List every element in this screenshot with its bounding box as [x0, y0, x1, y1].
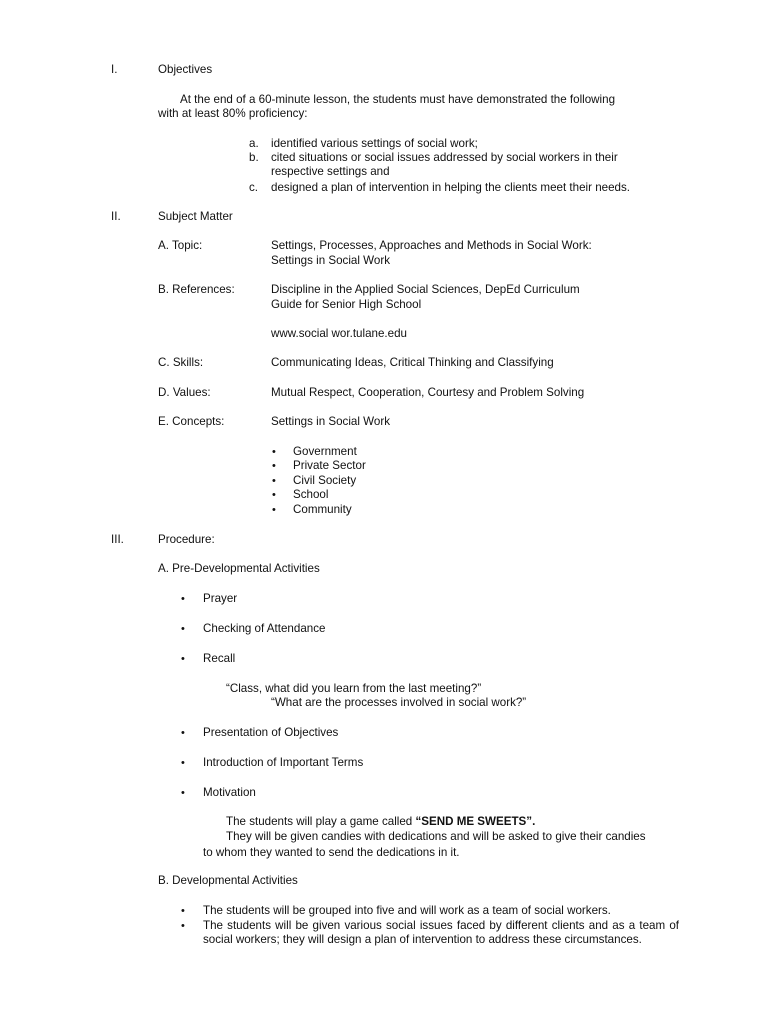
section-heading-objectives: Objectives [158, 63, 213, 76]
motivation-text [226, 815, 535, 829]
references-value-cont: Guide for Senior High School [271, 298, 422, 311]
recall-question-2: “What are the processes involved in social work?” [271, 696, 527, 709]
section-numeral: III. [111, 533, 124, 546]
pre-developmental-heading: A. Pre-Developmental Activities [158, 562, 320, 575]
topic-value-cont: Settings in Social Work [271, 254, 390, 267]
list-letter: b. [249, 151, 259, 164]
bullet-icon: • [181, 653, 185, 665]
topic-label: A. Topic: [158, 239, 203, 252]
bullet-icon: • [181, 787, 185, 799]
bullet-icon: • [181, 905, 185, 917]
references-value: Discipline in the Applied Social Sciences, DepEd Curriculum [271, 283, 580, 296]
values-label: D. Values: [158, 386, 211, 399]
concept-bullet: Community [293, 503, 352, 516]
bullet-icon: • [272, 446, 276, 458]
bullet-icon: • [181, 623, 185, 635]
objective-item: designed a plan of intervention in helping the clients meet their needs. [271, 181, 630, 194]
objectives-intro: At the end of a 60-minute lesson, the students must have demonstrated the following [180, 93, 616, 106]
section-heading-procedure: Procedure: [158, 533, 215, 546]
objective-item: identified various settings of social work; [271, 137, 478, 150]
objective-item: cited situations or social issues addressed by social workers in their [271, 151, 618, 164]
bullet-icon: • [181, 727, 185, 739]
motivation-text-cont: They will be given candies with dedications and will be asked to give their candies [226, 830, 646, 843]
activity-prayer: Prayer [203, 592, 238, 605]
references-label: B. References: [158, 283, 235, 296]
dev-activity: The students will be grouped into five and will work as a team of social workers. [203, 904, 611, 917]
activity-attendance: Checking of Attendance [203, 622, 326, 635]
bullet-icon: • [272, 475, 276, 487]
activity-motivation: Motivation [203, 786, 256, 799]
bullet-icon: • [272, 504, 276, 516]
concepts-label: E. Concepts: [158, 415, 225, 428]
section-numeral: II. [111, 210, 121, 223]
values-value: Mutual Respect, Cooperation, Courtesy and Problem Solving [271, 386, 585, 399]
topic-value: Settings, Processes, Approaches and Methods in Social Work: [271, 239, 592, 252]
bullet-icon: • [272, 460, 276, 472]
game-name: “SEND ME SWEETS”. [415, 815, 536, 828]
list-letter: a. [249, 137, 259, 150]
motivation-text-cont: to whom they wanted to send the dedications in it. [203, 846, 460, 859]
concepts-value: Settings in Social Work [271, 415, 390, 428]
references-url: www.social wor.tulane.edu [271, 327, 407, 340]
objective-item-cont: respective settings and [271, 165, 390, 178]
section-heading-subject-matter: Subject Matter [158, 210, 233, 223]
concept-bullet: Private Sector [293, 459, 366, 472]
bullet-icon: • [181, 757, 185, 769]
concept-bullet: Civil Society [293, 474, 357, 487]
skills-value: Communicating Ideas, Critical Thinking and Classifying [271, 356, 554, 369]
list-letter: c. [249, 181, 259, 194]
bullet-icon: • [181, 920, 185, 932]
objectives-intro-cont: with at least 80% proficiency: [158, 107, 308, 120]
concept-bullet: School [293, 488, 329, 501]
concept-bullet: Government [293, 445, 357, 458]
activity-recall: Recall [203, 652, 236, 665]
motivation-text-start: The students will play a game called [226, 815, 416, 828]
skills-label: C. Skills: [158, 356, 204, 369]
bullet-icon: • [272, 489, 276, 501]
developmental-heading: B. Developmental Activities [158, 874, 298, 887]
dev-activity: The students will be given various social issues faced by different clients and as a team of social workers; they will design a plan of intervention to address these circumstances. [203, 919, 679, 946]
bullet-icon: • [181, 593, 185, 605]
activity-presentation: Presentation of Objectives [203, 726, 339, 739]
section-numeral: I. [111, 63, 118, 76]
activity-introduction: Introduction of Important Terms [203, 756, 364, 769]
recall-question-1: “Class, what did you learn from the last meeting?” [226, 682, 482, 695]
